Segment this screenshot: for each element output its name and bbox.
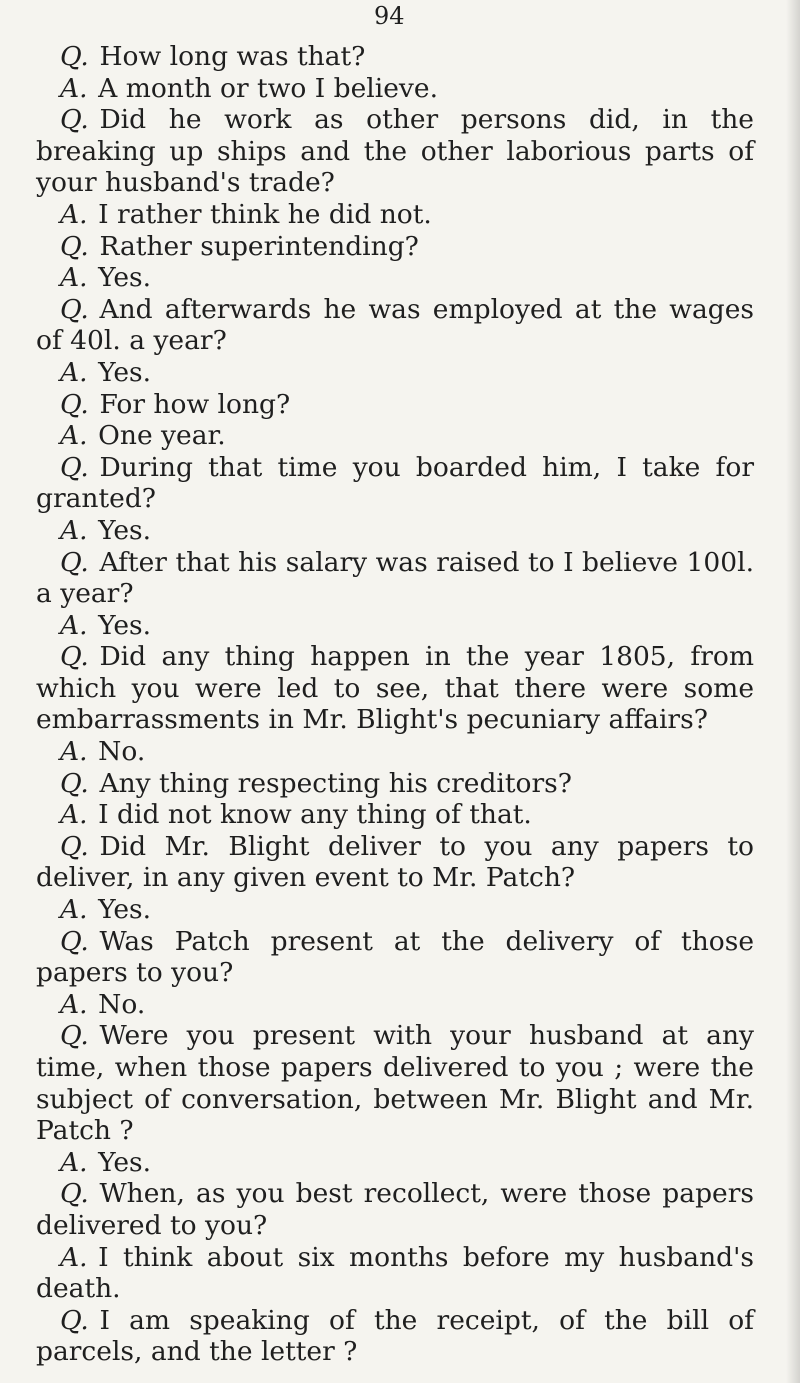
speaker-label: Q.	[60, 41, 89, 72]
line-text: I think about six months before my husband's death.	[36, 1241, 754, 1305]
answer-line	[36, 73, 754, 105]
speaker-label: A.	[60, 72, 88, 104]
line-text: For how long?	[99, 388, 291, 420]
speaker-label: A.	[60, 356, 88, 388]
speaker-label: Q.	[60, 293, 89, 325]
line-text: No.	[98, 988, 146, 1020]
line-text: I am speaking of the receipt, of the bill of parcels, and the letter ?	[36, 1304, 754, 1368]
answer-line	[36, 894, 754, 926]
page-edge-shadow	[786, 0, 800, 1383]
speaker-label: Q.	[60, 546, 89, 578]
speaker-label: A.	[60, 262, 88, 294]
answer-line	[36, 1242, 754, 1305]
question-line	[36, 1020, 754, 1146]
testimony-text	[36, 41, 754, 1368]
question-line	[36, 1178, 754, 1241]
line-text: When, as you best recollect, were those papers delivered to you?	[36, 1178, 754, 1241]
line-text: Yes.	[98, 262, 152, 294]
question-line	[36, 641, 754, 736]
question-line	[36, 389, 754, 421]
line-text: Any thing respecting his creditors?	[99, 767, 572, 799]
speaker-label: A.	[60, 799, 88, 831]
answer-line	[36, 799, 754, 831]
speaker-label: A.	[60, 1241, 88, 1273]
speaker-label: Q.	[60, 925, 89, 957]
line-text: I did not know any thing of that.	[98, 799, 532, 831]
speaker-label: Q.	[60, 830, 89, 862]
speaker-label: Q.	[60, 1020, 89, 1052]
line-text: How long was that?	[99, 41, 366, 72]
line-text: Did he work as other persons did, in the breaking up ships and the other laborious parts of your husband's trade?	[36, 104, 754, 199]
speaker-label: A.	[60, 420, 88, 452]
speaker-label: Q.	[60, 104, 89, 136]
line-text: I rather think he did not.	[98, 198, 432, 230]
line-text: Yes.	[98, 894, 152, 926]
line-text: Yes.	[98, 609, 152, 641]
line-text: During that time you boarded him, I take for granted?	[36, 451, 754, 515]
line-text: Did Mr. Blight deliver to you any papers to deliver, in any given event to Mr. Patch?	[36, 830, 754, 894]
question-line	[36, 768, 754, 800]
line-text: One year.	[98, 420, 226, 452]
line-text: Yes.	[98, 1146, 152, 1178]
speaker-label: A.	[60, 1146, 88, 1178]
speaker-label: Q.	[60, 1304, 89, 1336]
question-line	[36, 294, 754, 357]
question-line	[36, 41, 754, 73]
line-text: Was Patch present at the delivery of those papers to you?	[36, 925, 754, 989]
line-text: And afterwards he was employed at the wages of 40l. a year?	[36, 293, 754, 357]
answer-line	[36, 1147, 754, 1179]
answer-line	[36, 357, 754, 389]
speaker-label: A.	[60, 988, 88, 1020]
speaker-label: A.	[60, 514, 88, 546]
question-line	[36, 926, 754, 989]
speaker-label: A.	[60, 894, 88, 926]
answer-line	[36, 989, 754, 1021]
line-text: Did any thing happen in the year 1805, from which you were led to see, that there were some embarrassments in Mr. Blight's pecuniary affairs?	[36, 641, 754, 736]
line-text: After that his salary was raised to I believe 100l. a year?	[36, 546, 754, 610]
answer-line	[36, 736, 754, 768]
answer-line	[36, 515, 754, 547]
question-line	[36, 104, 754, 199]
line-text: Yes.	[98, 514, 152, 546]
speaker-label: Q.	[60, 767, 89, 799]
line-text: Rather superintending?	[99, 230, 419, 262]
speaker-label: Q.	[60, 388, 89, 420]
question-line	[36, 452, 754, 515]
answer-line	[36, 199, 754, 231]
page-number: 94	[374, 2, 405, 30]
speaker-label: Q.	[60, 451, 89, 483]
line-text: A month or two I believe.	[98, 72, 439, 104]
line-text: No.	[98, 736, 146, 768]
question-line	[36, 831, 754, 894]
speaker-label: Q.	[60, 230, 89, 262]
line-text: Yes.	[98, 356, 152, 388]
answer-line	[36, 420, 754, 452]
question-line	[36, 547, 754, 610]
speaker-label: A.	[60, 198, 88, 230]
question-line	[36, 1305, 754, 1368]
line-text: Were you present with your husband at any time, when those papers delivered to you ; were the subject of conversation, between Mr. Blight and Mr. Patch ?	[36, 1020, 754, 1147]
speaker-label: A.	[60, 609, 88, 641]
speaker-label: Q.	[60, 1178, 89, 1210]
answer-line	[36, 610, 754, 642]
speaker-label: Q.	[60, 641, 89, 673]
answer-line	[36, 262, 754, 294]
speaker-label: A.	[60, 736, 88, 768]
question-line	[36, 231, 754, 263]
